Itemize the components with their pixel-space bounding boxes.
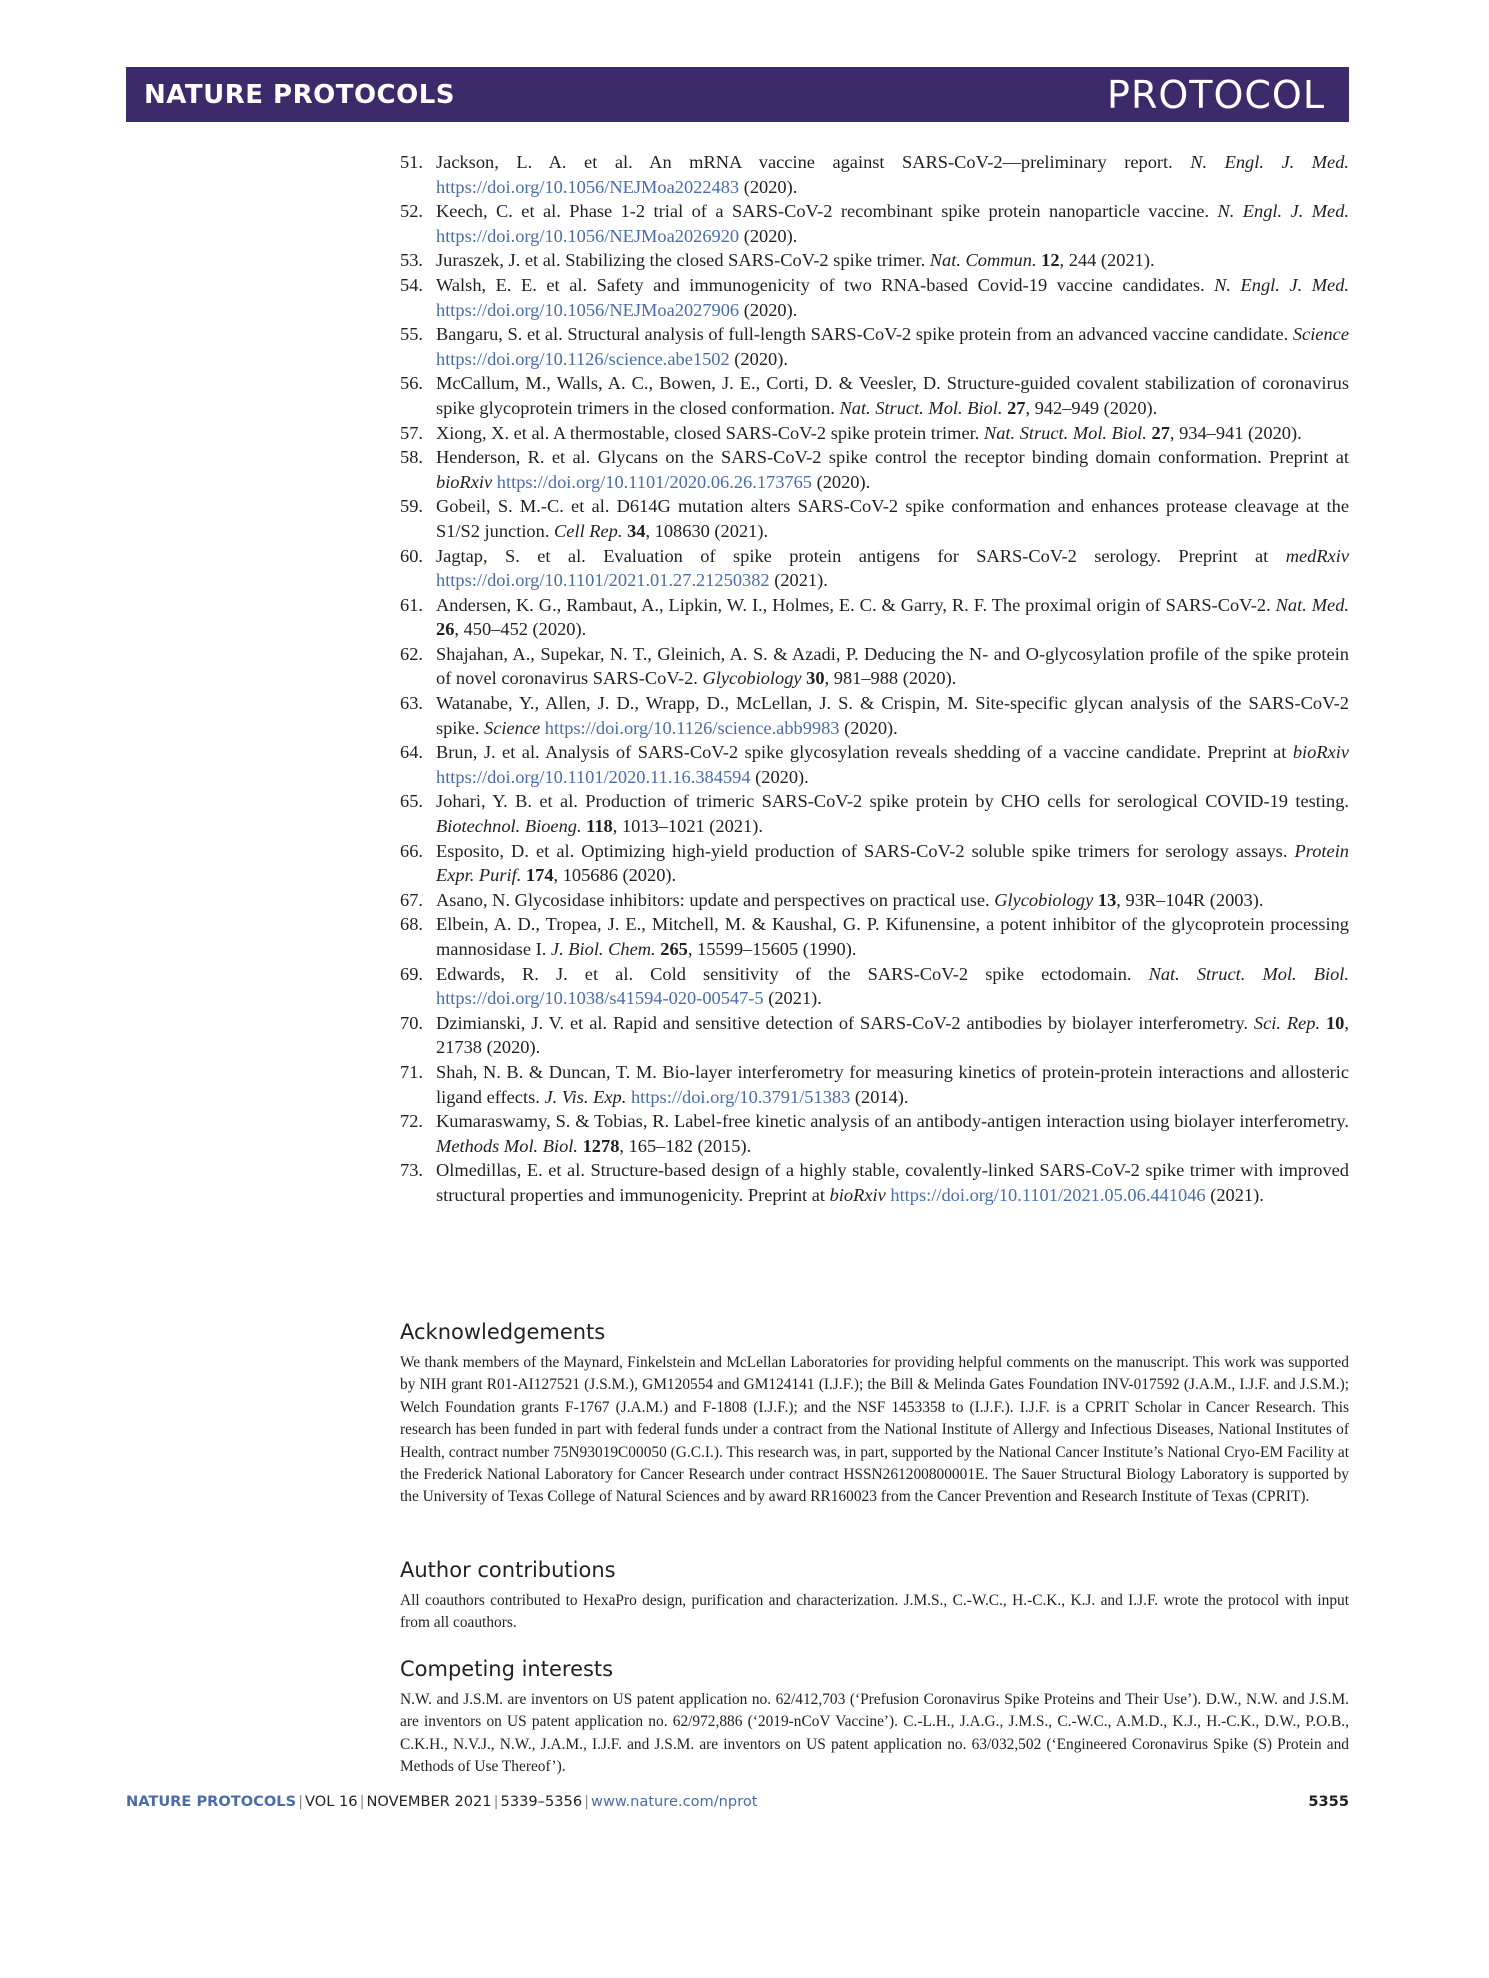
reference-doi-link[interactable]: https://doi.org/10.1101/2021.05.06.441046	[890, 1184, 1206, 1205]
reference-number: 60.	[400, 545, 423, 566]
reference-text: Walsh, E. E. et al. Safety and immunogenicity of two RNA-based Covid-19 vaccine candidates.	[436, 274, 1215, 295]
reference-tail: (2020).	[839, 717, 898, 738]
reference-tail: , 21738 (2020).	[436, 1012, 1349, 1058]
reference-journal: Science	[484, 717, 541, 738]
reference-item	[400, 273, 1349, 322]
reference-doi-link[interactable]: https://doi.org/10.1038/s41594-020-00547-5	[436, 988, 764, 1009]
reference-tail: (2020).	[739, 299, 798, 320]
reference-item	[400, 371, 1349, 420]
reference-number: 55.	[400, 324, 423, 345]
acknowledgements-body: We thank members of the Maynard, Finkelstein and McLellan Laboratories for providing helpful comments on the manuscript. This work was supported by NIH grant R01-AI127521 (J.S.M.), GM120554 and GM124141 (I.J.F.); the Bill & Melinda Gates Foundation INV-017592 (J.A.M., I.J.F. and J.S.M.); Welch Foundation grants F-1767 (J.A.M.) and F-1808 (I.J.F.); and the NSF 1453358 to (I.J.F.). I.J.F. is a CPRIT Scholar in Cancer Research. This research has been funded in part with federal funds under a contract from the National Institute of Allergy and Infectious Diseases, National Institutes of Health, contract number 75N93019C00050 (G.C.I.). This research was, in part, supported by the National Cancer Institute’s National Cryo-EM Facility at the Frederick National Laboratory for Cancer Research under contract HSSN261200800001E. The Sauer Structural Biology Laboratory is supported by the University of Texas College of Natural Sciences and by award RR160023 from the Cancer Prevention and Research Institute of Texas (CPRIT).	[400, 1354, 1349, 1506]
competing-interests-heading: Competing interests	[400, 1657, 614, 1681]
reference-number: 63.	[400, 693, 423, 714]
reference-item	[400, 544, 1349, 593]
reference-journal: Biotechnol. Bioeng.	[436, 816, 582, 837]
reference-doi-link[interactable]: https://doi.org/10.1126/science.abb9983	[544, 717, 840, 738]
footer-separator: |	[298, 1793, 304, 1810]
reference-item	[400, 1158, 1349, 1207]
reference-number: 52.	[400, 201, 423, 222]
reference-text: Shajahan, A., Supekar, N. T., Gleinich, A. S. & Azadi, P. Deducing the N- and O-glycosylation profile of the spike protein of novel coronavirus SARS-CoV-2.	[436, 643, 1349, 689]
reference-volume: 118	[586, 816, 613, 837]
reference-tail: , 1013–1021 (2021).	[612, 816, 763, 837]
journal-header-bar	[126, 67, 1349, 122]
reference-list	[400, 150, 1349, 1208]
reference-journal: Glycobiology	[702, 668, 802, 689]
reference-item	[400, 912, 1349, 961]
reference-journal: Nat. Struct. Mol. Biol.	[983, 422, 1147, 443]
acknowledgements-heading: Acknowledgements	[400, 1320, 606, 1344]
reference-tail: (2021).	[763, 988, 822, 1009]
reference-text: Andersen, K. G., Rambaut, A., Lipkin, W. I., Holmes, E. C. & Garry, R. F. The proximal origin of SARS-CoV-2.	[436, 594, 1276, 615]
reference-doi-link[interactable]: https://doi.org/10.3791/51383	[630, 1086, 851, 1107]
reference-volume: 10	[1325, 1012, 1345, 1033]
reference-journal: Sci. Rep.	[1253, 1012, 1321, 1033]
reference-tail: (2020).	[739, 176, 798, 197]
reference-tail: (2021).	[769, 570, 828, 591]
reference-volume: 30	[806, 668, 825, 689]
reference-number: 57.	[400, 422, 423, 443]
reference-tail: (2020).	[812, 471, 871, 492]
reference-doi-link[interactable]: https://doi.org/10.1056/NEJMoa2022483	[436, 176, 740, 197]
reference-tail: (2020).	[750, 766, 809, 787]
reference-tail: (2020).	[739, 225, 798, 246]
reference-volume: 34	[627, 520, 646, 541]
reference-item	[400, 691, 1349, 740]
footer-separator: |	[359, 1793, 365, 1810]
reference-journal: Nat. Med.	[1275, 594, 1349, 615]
reference-tail: , 108630 (2021).	[645, 520, 769, 541]
reference-text: Henderson, R. et al. Glycans on the SARS-CoV-2 spike control the receptor binding domain conformation. Preprint at	[436, 447, 1349, 468]
reference-journal: N. Engl. J. Med.	[1190, 152, 1349, 172]
reference-text: Juraszek, J. et al. Stabilizing the closed SARS-CoV-2 spike trimer.	[436, 250, 930, 271]
page-footer	[126, 1793, 1349, 1810]
author-contributions-section	[400, 1558, 1349, 1635]
footer-pages: 5339–5356	[500, 1793, 583, 1810]
reference-text: Watanabe, Y., Allen, J. D., Wrapp, D., McLellan, J. S. & Crispin, M. Site-specific glycan analysis of the SARS-CoV-2 spike.	[436, 693, 1349, 738]
reference-journal: Protein Expr. Purif.	[436, 840, 1349, 886]
reference-journal: N. Engl. J. Med.	[1217, 201, 1350, 222]
reference-number: 59.	[400, 496, 423, 517]
footer-date: NOVEMBER 2021	[366, 1793, 492, 1810]
reference-tail: (2014).	[850, 1086, 909, 1107]
reference-text: Esposito, D. et al. Optimizing high-yield production of SARS-CoV-2 soluble spike trimers for serology assays.	[436, 840, 1295, 861]
reference-item	[400, 789, 1349, 838]
reference-journal: Nat. Struct. Mol. Biol.	[1148, 963, 1349, 984]
reference-text: Elbein, A. D., Tropea, J. E., Mitchell, M. & Kaushal, G. P. Kifunensine, a potent inhibitor of the glycoprotein processing mannosidase I.	[436, 914, 1349, 959]
reference-volume: 27	[1151, 422, 1170, 443]
reference-journal: J. Biol. Chem.	[550, 939, 656, 959]
reference-number: 53.	[400, 250, 423, 271]
article-type: PROTOCOL	[1107, 73, 1325, 117]
reference-tail: , 15599–15605 (1990).	[687, 939, 857, 959]
reference-volume: 26	[436, 619, 455, 640]
reference-item	[400, 642, 1349, 691]
reference-tail: (2020).	[729, 348, 788, 369]
reference-number: 58.	[400, 447, 423, 468]
reference-text: Kumaraswamy, S. & Tobias, R. Label-free kinetic analysis of an antibody-antigen interaction using biolayer interferometry.	[436, 1111, 1349, 1132]
reference-journal: bioRxiv	[829, 1184, 886, 1205]
footer-separator: |	[584, 1793, 590, 1810]
reference-item	[400, 839, 1349, 888]
reference-doi-link[interactable]: https://doi.org/10.1101/2020.06.26.173765	[496, 471, 812, 492]
reference-tail: , 942–949 (2020).	[1025, 397, 1158, 418]
reference-text: Asano, N. Glycosidase inhibitors: update and perspectives on practical use.	[436, 889, 995, 910]
reference-journal: N. Engl. J. Med.	[1214, 274, 1349, 295]
reference-text: Keech, C. et al. Phase 1-2 trial of a SARS-CoV-2 recombinant spike protein nanoparticle vaccine.	[436, 201, 1218, 222]
reference-text: Dzimianski, J. V. et al. Rapid and sensitive detection of SARS-CoV-2 antibodies by biolayer interferometry.	[436, 1012, 1254, 1033]
reference-number: 66.	[400, 840, 423, 861]
reference-tail: , 105686 (2020).	[553, 865, 677, 886]
reference-item	[400, 494, 1349, 543]
reference-tail: , 981–988 (2020).	[824, 668, 957, 689]
footer-separator: |	[493, 1793, 499, 1810]
reference-number: 69.	[400, 963, 423, 984]
reference-item	[400, 150, 1349, 199]
reference-number: 56.	[400, 373, 423, 394]
reference-volume: 12	[1041, 250, 1060, 271]
reference-number: 62.	[400, 643, 423, 664]
reference-tail: , 93R–104R (2003).	[1116, 889, 1264, 910]
reference-volume: 265	[660, 939, 688, 959]
reference-journal: medRxiv	[1285, 545, 1349, 566]
reference-item	[400, 1109, 1349, 1158]
reference-doi-link[interactable]: https://doi.org/10.1126/science.abe1502	[436, 348, 730, 369]
reference-text: Shah, N. B. & Duncan, T. M. Bio-layer interferometry for measuring kinetics of protein-protein interactions and allosteric ligand effects.	[436, 1061, 1349, 1107]
reference-item	[400, 248, 1349, 273]
author-contributions-body: All coauthors contributed to HexaPro design, purification and characterization. J.M.S., C.-W.C., H.-C.K., K.J. and I.J.F. wrote the protocol with input from all coauthors.	[400, 1592, 1349, 1632]
reference-item	[400, 593, 1349, 642]
reference-item	[400, 1060, 1349, 1109]
reference-journal: Methods Mol. Biol.	[436, 1135, 578, 1156]
reference-doi-link[interactable]: https://doi.org/10.1056/NEJMoa2026920	[436, 225, 740, 246]
reference-number: 65.	[400, 791, 423, 812]
reference-number: 67.	[400, 889, 423, 910]
reference-journal: Science	[1292, 324, 1349, 345]
reference-number: 64.	[400, 742, 423, 763]
reference-doi-link[interactable]: https://doi.org/10.1101/2020.11.16.384594	[436, 766, 751, 787]
competing-interests-body: N.W. and J.S.M. are inventors on US patent application no. 62/412,703 (‘Prefusion Coronavirus Spike Proteins and Their Use’). D.W., N.W. and J.S.M. are inventors on US patent application no. 62/972,886 (‘2019-nCoV Vaccine’). C.-L.H., J.A.G., J.M.S., C.-W.C., A.M.D., K.J., H.-C.K., D.W., P.O.B., C.K.H., N.V.J., N.W., J.A.M., I.J.F. and J.S.M. are inventors on US patent application no. 63/032,502 (‘Engineered Coronavirus Spike (S) Protein and Methods of Use Thereof’).	[400, 1691, 1349, 1776]
footer-journal: NATURE PROTOCOLS	[126, 1793, 297, 1810]
reference-item	[400, 740, 1349, 789]
journal-name: NATURE PROTOCOLS	[144, 80, 456, 110]
reference-tail: , 244 (2021).	[1059, 250, 1155, 271]
reference-item	[400, 421, 1349, 446]
footer-journal-link[interactable]: www.nature.com/nprot	[591, 1793, 758, 1810]
reference-text: Olmedillas, E. et al. Structure-based design of a highly stable, covalently-linked SARS-CoV-2 spike trimer with improved structural properties and immunogenicity. Preprint at	[436, 1160, 1349, 1205]
reference-number: 51.	[400, 152, 423, 172]
reference-text: Xiong, X. et al. A thermostable, closed SARS-CoV-2 spike protein trimer.	[436, 422, 984, 443]
reference-tail: , 450–452 (2020).	[454, 619, 587, 640]
reference-journal: J. Vis. Exp.	[544, 1086, 627, 1107]
reference-journal: Cell Rep.	[554, 520, 623, 541]
reference-item	[400, 322, 1349, 371]
reference-tail: (2021).	[1205, 1184, 1264, 1205]
reference-volume: 13	[1097, 889, 1117, 910]
reference-journal: bioRxiv	[1292, 742, 1349, 763]
reference-number: 54.	[400, 274, 423, 295]
reference-tail: , 165–182 (2015).	[619, 1135, 752, 1156]
reference-volume: 27	[1007, 397, 1026, 418]
reference-journal: Nat. Struct. Mol. Biol.	[839, 397, 1003, 418]
reference-number: 72.	[400, 1111, 423, 1132]
reference-text: Jagtap, S. et al. Evaluation of spike protein antigens for SARS-CoV-2 serology. Preprint at	[436, 545, 1286, 566]
reference-number: 70.	[400, 1012, 423, 1033]
reference-journal: Glycobiology	[994, 889, 1094, 910]
reference-number: 68.	[400, 914, 423, 935]
reference-item	[400, 888, 1349, 913]
reference-text: Brun, J. et al. Analysis of SARS-CoV-2 spike glycosylation reveals shedding of a vaccine candidate. Preprint at	[436, 742, 1293, 763]
competing-interests-section	[400, 1657, 1349, 1779]
reference-number: 71.	[400, 1061, 423, 1082]
reference-doi-link[interactable]: https://doi.org/10.1101/2021.01.27.21250382	[436, 570, 770, 591]
footer-volume: VOL 16	[305, 1793, 358, 1810]
reference-number: 61.	[400, 594, 423, 615]
reference-journal: Nat. Commun.	[929, 250, 1037, 271]
reference-number: 73.	[400, 1160, 423, 1181]
reference-text: Johari, Y. B. et al. Production of trimeric SARS-CoV-2 spike protein by CHO cells for serological COVID-19 testing.	[436, 791, 1349, 812]
reference-volume: 1278	[582, 1135, 620, 1156]
reference-item	[400, 445, 1349, 494]
reference-text: Gobeil, S. M.-C. et al. D614G mutation alters SARS-CoV-2 spike conformation and enhances protease cleavage at the S1/S2 junction.	[436, 496, 1349, 541]
reference-volume: 174	[525, 865, 554, 886]
reference-text: Edwards, R. J. et al. Cold sensitivity of the SARS-CoV-2 spike ectodomain.	[436, 963, 1149, 984]
reference-journal: bioRxiv	[436, 471, 493, 492]
reference-tail: , 934–941 (2020).	[1169, 422, 1302, 443]
acknowledgements-section	[400, 1320, 1349, 1509]
reference-item	[400, 962, 1349, 1011]
reference-text: Jackson, L. A. et al. An mRNA vaccine against SARS-CoV-2—preliminary report.	[436, 152, 1191, 172]
page-number: 5355	[1308, 1793, 1349, 1810]
reference-text: Bangaru, S. et al. Structural analysis of full-length SARS-CoV-2 spike protein from an advanced vaccine candidate.	[436, 324, 1293, 345]
reference-item	[400, 1011, 1349, 1060]
reference-text: McCallum, M., Walls, A. C., Bowen, J. E., Corti, D. & Veesler, D. Structure-guided covalent stabilization of coronavirus spike glycoprotein trimers in the closed conformation.	[436, 373, 1349, 418]
reference-doi-link[interactable]: https://doi.org/10.1056/NEJMoa2027906	[436, 299, 740, 320]
reference-item	[400, 199, 1349, 248]
author-contributions-heading: Author contributions	[400, 1558, 616, 1582]
